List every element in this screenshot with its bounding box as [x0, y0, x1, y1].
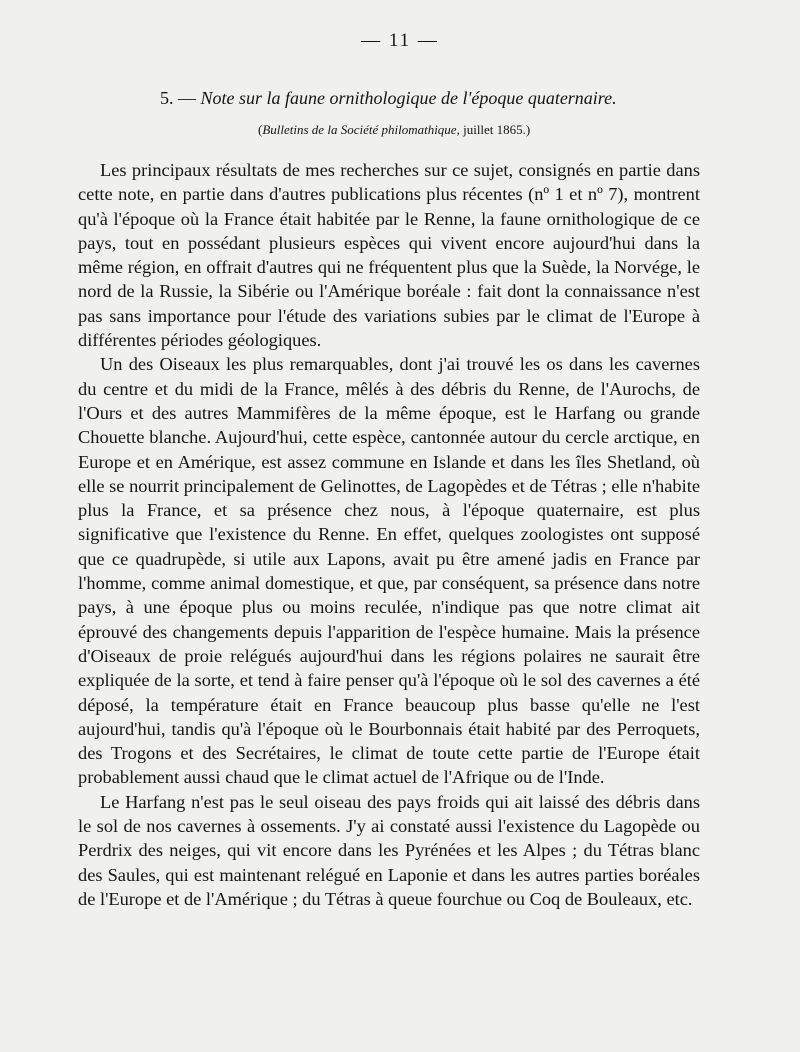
citation-date: juillet 1865.) — [463, 122, 531, 137]
citation-open: ( — [258, 122, 263, 137]
page-number: — 11 — — [361, 30, 439, 51]
section-number: 5. — — [160, 88, 196, 108]
body-text — [78, 158, 700, 911]
section-heading — [160, 88, 617, 109]
paragraph: Un des Oiseaux les plus remarquables, dont j'ai trouvé les os dans les cavernes du centre et du midi de la France, mêlés à des débris du Renne, de l'Aurochs, de l'Ours et des autres Mammifères de la même époque, est le Harfang ou grande Chouette blanche. Aujourd'hui, cette espèce, cantonnée autour du cercle arctique, en Europe et en Amérique, est assez commune en Islande et dans les îles Shetland, où elle se nourrit principalement de Gelinottes, de Lagopèdes et de Tétras ; elle n'habite plus la France, et sa présence chez nous, à l'époque quaternaire, est plus significative que l'existence du Renne. En effet, quelques zoologistes ont supposé que ce quadrupède, si utile aux Lapons, avait pu être amené jadis en France par l'homme, comme animal domestique, et que, par conséquent, sa présence dans notre pays, à une époque plus ou moins reculée, n'indique pas que notre climat ait éprouvé des changements depuis l'apparition de l'espèce humaine. Mais la présence d'Oiseaux de proie relégués aujourd'hui dans les régions polaires ne saurait être expliquée de la sorte, et tend à faire penser qu'à l'époque où le sol des cavernes a été déposé, la température était en France beaucoup plus basse qu'elle ne l'est aujourd'hui, tandis qu'à l'époque où le Bourbonnais était habité par des Perroquets, des Trogons et des Secrétaires, le climat de toute cette partie de l'Europe était probablement aussi chaud que le climat actuel de l'Afrique ou de l'Inde. — [78, 354, 700, 788]
section-title: Note sur la faune ornithologique de l'époque quaternaire. — [200, 88, 617, 108]
citation — [258, 122, 530, 138]
paragraph: Les principaux résultats de mes recherches sur ce sujet, consignés en partie dans cette note, en partie dans d'autres publications plus récentes (nº 1 et nº 7), montrent qu'à l'époque où la France était habitée par le Renne, la faune ornithologique de ce pays, tout en possédant plusieurs espèces qui vivent encore aujourd'hui dans la même région, en offrait d'autres qui ne fréquentent plus que la Suède, la Norvége, le nord de la Russie, la Sibérie ou l'Amérique boréale : fait dont la connaissance n'est pas sans importance pour l'étude des variations subies par le climat de l'Europe à différentes périodes géologiques. — [78, 160, 700, 351]
citation-source: Bulletins de la Société philomathique, — [262, 122, 460, 137]
paragraph: Le Harfang n'est pas le seul oiseau des pays froids qui ait laissé des débris dans le sol de nos cavernes à ossements. J'y ai constaté aussi l'existence du Lagopède ou Perdrix des neiges, qui vit encore dans les Pyrénées et les Alpes ; du Tétras blanc des Saules, qui est maintenant relégué en Laponie et dans les autres parties boréales de l'Europe et de l'Amérique ; du Tétras à queue fourchue ou Coq de Bouleaux, etc. — [78, 791, 700, 909]
